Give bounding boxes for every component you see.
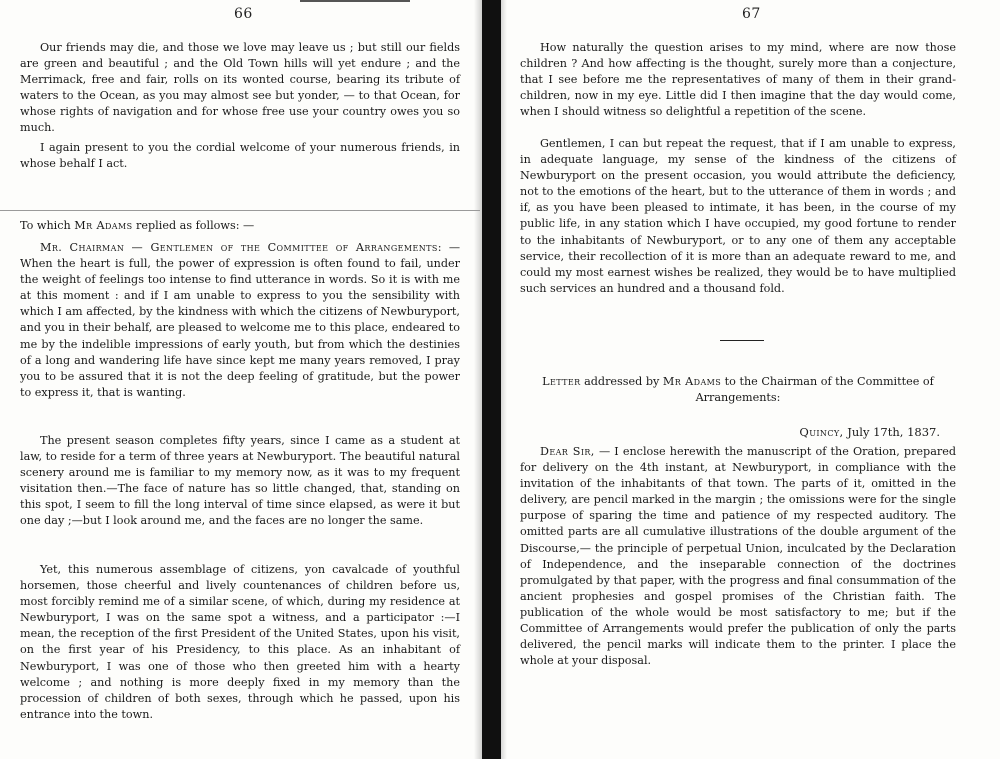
- page-number-left: 66: [234, 6, 253, 22]
- reply-intro-name: Mr Adams: [74, 219, 133, 232]
- section-divider: [720, 340, 764, 341]
- address-paragraph-3: Yet, this numerous assemblage of citizens, yon cavalcade of youthful horsemen, those cheerful and lively countenances of children before us, most forcibly remind me of a similar scene, of which, during my residence at Newburyport, I was on the same spot a witness, and a participator :—I mean, the reception of the first President of the United States, upon his visit, on the first year of his Presidency, to this place. As an inhabitant of Newburyport, I was one of those who then greeted him with a hearty welcome ; and nothing is more deeply fixed in my memory than the procession of children of both sexes, through which he passed, upon his entrance into the town.: [20, 563, 460, 721]
- scan-artifact-line: [0, 210, 480, 211]
- reply-intro-prefix: To which: [20, 219, 71, 232]
- address-paragraph-2: The present season completes fifty years, since I came as a student at law, to reside for a term of three years at Newburyport. The beautiful natural scenery around me is familiar to my memory now, as it was to my frequent visitation then.—The face of nature has so little changed, that, standing on this spot, I seem to fill the long interval of time since elapsed, as were it but one day ;—but I look around me, and the faces are no longer the same.: [20, 434, 461, 528]
- gutter-shadow-right: [501, 0, 507, 759]
- page-number-right: 67: [742, 6, 761, 22]
- letter-heading: [520, 374, 956, 406]
- letter-dateline: [640, 425, 940, 439]
- paragraph-continued: How naturally the question arises to my mind, where are now those children ? And how affecting is the thought, surely more than a conjecture, that I see before me the representatives of many of them in their grand-children, now in my eye. Little did I then imagine that the day would come, when I should witness so delightful a repetition of the scene.: [520, 41, 956, 119]
- dateline-date: July 17th, 1837.: [847, 425, 940, 439]
- letter-body-paragraph: [520, 444, 956, 669]
- left-page: [20, 0, 468, 759]
- address-paragraph-1: [20, 240, 460, 401]
- letter-heading-word: Letter: [542, 375, 581, 388]
- address-para1-text: — When the heart is full, the power of expression is often found to fail, under the weight of feelings too intense to find utterance in words. So it is with me at this moment : and if I am unable to express to you the sensibility with which I am affected, by the kindness with which the citizens of Newburyport, and you in their behalf, are pleased to welcome me to this place, endeared to me by the indelible impressions of early youth, but from which the destinies of a long and wandering life have since kept me many years removed, I pray you to be assured that it is not the deep feeling of gratitude, but the power to express it, that is wanting.: [20, 241, 461, 399]
- letter-heading-name: Mr Adams: [662, 375, 722, 388]
- address-salutation: Mr. Chairman — Gentlemen of the Committee of Arrangements:: [40, 241, 442, 254]
- letter-salutation: Dear Sir,: [540, 445, 595, 458]
- right-page: [520, 0, 960, 759]
- paragraph-gentlemen: Gentlemen, I can but repeat the request, that if I am unable to express, in adequate language, my sense of the kindness of the citizens of Newburyport on the present occasion, you would attribute the deficiency, not to the emotions of the heart, but to the utterance of them in words ; and if, as you have been pleased to intimate, it has been, in the course of my public life, in any station which I have occupied, my good fortune to render to the inhabitants of Newburyport, or to any one of them any acceptable service, their recollection of it is more than an adequate reward to me, and could my most earnest wishes be realized, they would be to have multiplied such services an hundred and a thousand fold.: [520, 137, 956, 295]
- paragraph-closing: Our friends may die, and those we love may leave us ; but still our fields are green and beautiful ; and the Old Town hills will yet endure ; and the Merrimack, free and fair, rolls on its wonted course, bearing its tribute of waters to the Ocean, as you may almost see but yonder, — to that Ocean, for whose rights of navigation and for whose free use your country owes you so much.: [20, 41, 460, 135]
- reply-intro-suffix: replied as follows: —: [136, 219, 255, 232]
- gutter-shadow-left: [474, 0, 482, 759]
- letter-body-text: — I enclose herewith the manuscript of the Oration, prepared for delivery on the 4th instant, at Newburyport, in compliance with the invitation of the inhabitants of that town. The parts of it, omitted in the delivery, are pencil marked in the margin ; the omissions were for the single purpose of sparing the time and patience of my respected auditory. The omitted parts are all cumulative illustrations of the double argument of the Discourse,— the principle of perpetual Union, inculcated by the Declaration of Independence, and the inseparable connection of the doctrines promulgated by that paper, with the progress and final consummation of the ancient prophesies and gospel promises of the Christian faith. The publication of the whole would be most satisfactory to me; but if the Committee of Arrangements would prefer the publication of only the parts delivered, the pencil marks will indicate them to the printer. I place the whole at your disposal.: [520, 445, 956, 668]
- letter-heading-mid: addressed by: [584, 375, 660, 388]
- book-gutter: [482, 0, 501, 759]
- paragraph-welcome: I again present to you the cordial welcome of your numerous friends, in whose behalf I act.: [20, 141, 460, 171]
- reply-intro: [20, 218, 460, 234]
- letter-heading-rest: to the Chairman of the Committee of Arrangements:: [695, 375, 934, 404]
- dateline-place: Quincy,: [799, 425, 844, 439]
